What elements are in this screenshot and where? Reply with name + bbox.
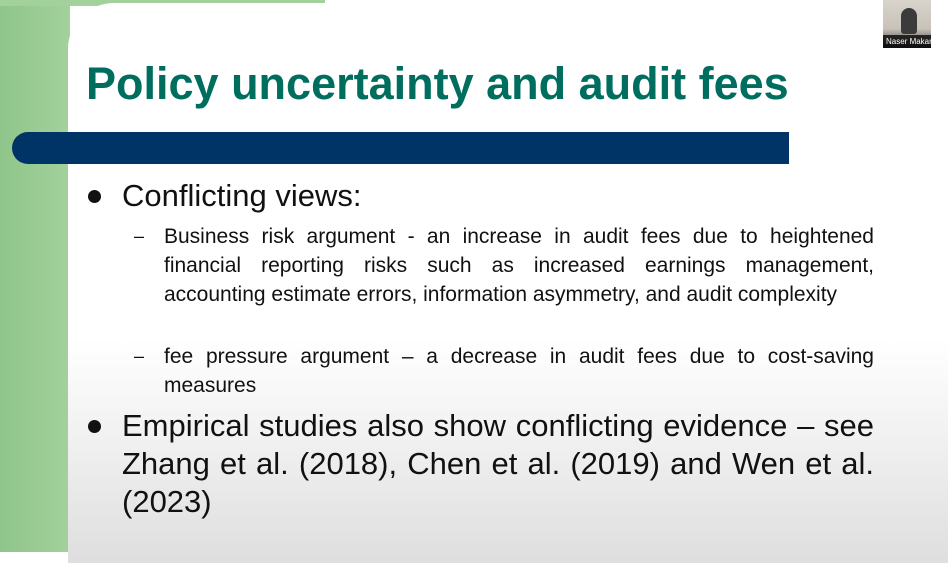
bullet-empirical-studies: Empirical studies also show conflicting evidence – see Zhang et al. (2018), Chen et al. (2019) and Wen et al. (2023) [122, 408, 874, 519]
bullet-icon [88, 420, 101, 433]
participant-name-label: Naser Makarem [883, 35, 931, 48]
slide-title: Policy uncertainty and audit fees [86, 58, 789, 109]
sub-bullet-business-risk: Business risk argument - an increase in audit fees due to heightened financial reporting risks such as increased earnings management, accounting estimate errors, information asymmetry, and audit complexity [164, 225, 874, 306]
bullet-icon [88, 190, 101, 203]
title-underline-bar [12, 132, 789, 164]
bullet-conflicting-views: Conflicting views: [122, 178, 362, 213]
sub-bullet-marker: – [134, 226, 145, 246]
slide-side-band [0, 0, 70, 552]
participant-avatar [901, 8, 917, 34]
sub-bullet-marker: – [134, 346, 145, 366]
sub-bullet-fee-pressure: fee pressure argument – a decrease in audit fees due to cost-saving measures [164, 345, 874, 397]
participant-video-thumbnail[interactable] [883, 0, 943, 48]
